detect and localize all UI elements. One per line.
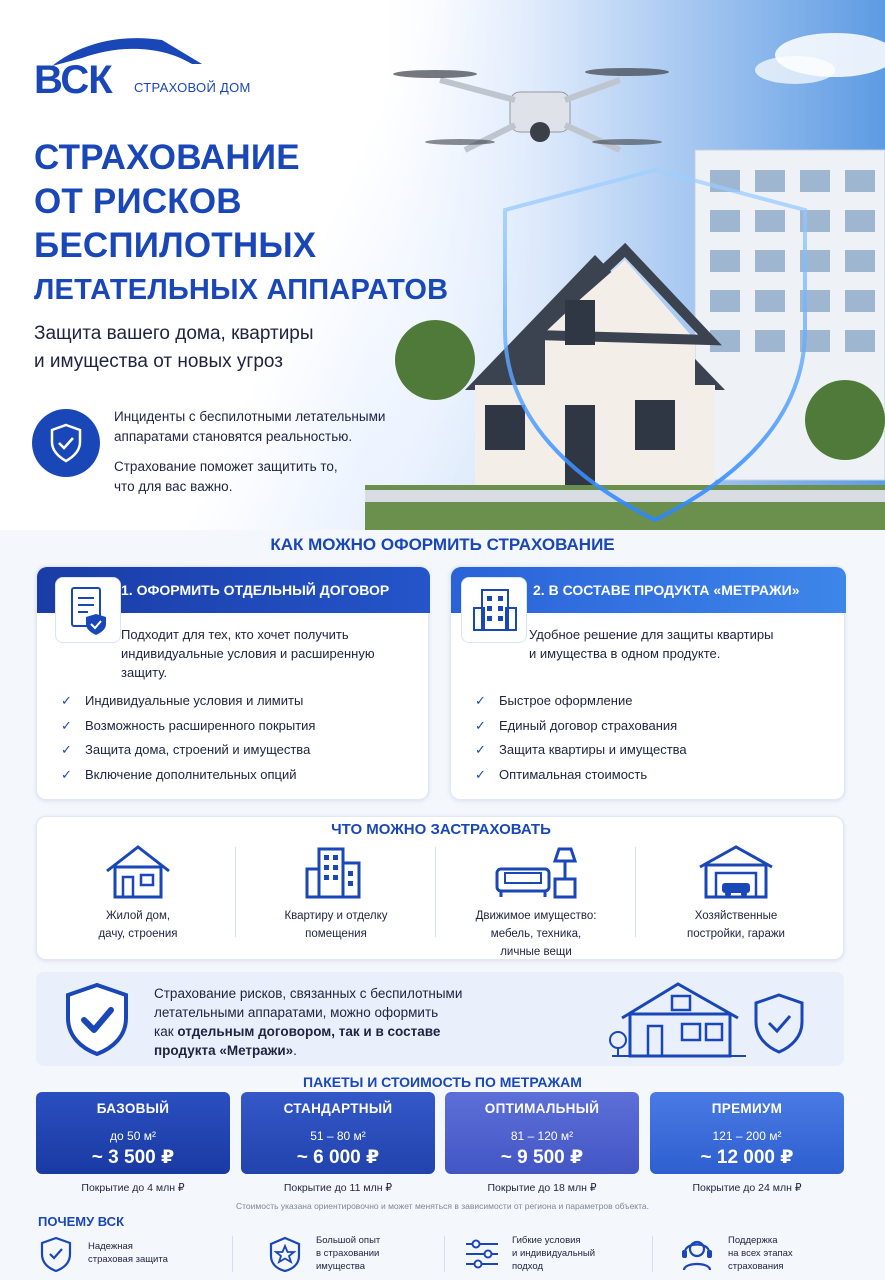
label-line: личные вещи [500,946,572,958]
hero-title-line: БЕСПИЛОТНЫХ [34,226,317,265]
list-item [59,738,419,763]
why-line: страховая защита [88,1254,168,1265]
why-line: Надежная [88,1241,133,1252]
desc-line: Удобное решение для защиты квартиры [529,627,774,642]
insurable-objects-panel [36,816,844,960]
why-line: и индивидуальный [512,1248,596,1259]
note-line: аппаратами становятся реальностью. [114,429,353,444]
desc-line: и имущества в одном продукте. [529,646,721,661]
headset-icon [680,1236,714,1272]
package-name: ОПТИМАЛЬНЫЙ [484,1101,600,1116]
package-optimal[interactable] [445,1092,639,1174]
hero-section [0,0,885,530]
card-checklist [473,689,833,787]
info-banner [36,972,844,1066]
check-icon: ✓ [61,742,72,757]
banner-text-bold: отдельным договором, так и в составе [177,1024,441,1039]
apartment-building-icon [301,843,371,901]
label-line: Движимое имущество: [475,910,597,922]
insurable-item-garage [637,817,835,947]
package-name: СТАНДАРТНЫЙ [283,1101,393,1116]
package-standard[interactable] [241,1092,435,1174]
package-price: ~ 3 500 ₽ [91,1147,175,1168]
logo-subtitle: СТРАХОВОЙ ДОМ [134,80,251,95]
package-coverage: Покрытие до 18 млн ₽ [487,1182,597,1194]
how-section-title: КАК МОЖНО ОФОРМИТЬ СТРАХОВАНИЕ [270,535,615,554]
list-item [59,714,419,739]
divider [232,1236,233,1272]
label-line: дачу, строения [98,928,178,940]
why-line: Поддержка [728,1235,778,1246]
building-icon [461,577,527,643]
label-line: помещения [305,928,367,940]
list-item-text: Единый договор страхования [499,717,678,733]
insurable-item-label [437,907,635,961]
why-item-text [728,1234,848,1273]
why-item-text [316,1234,436,1273]
document-shield-icon [55,577,121,643]
package-price: ~ 6 000 ₽ [296,1147,380,1168]
divider [652,1236,653,1272]
list-item [59,689,419,714]
note-line: что для вас важно. [114,479,233,494]
label-line: постройки, гаражи [687,928,785,940]
label-line: Жилой дом, [105,910,171,922]
star-badge-icon [268,1236,302,1272]
divider [444,1236,445,1272]
what-section-title: ЧТО МОЖНО ЗАСТРАХОВАТЬ [331,821,551,838]
insurable-item-label [39,907,237,943]
card-description [529,625,829,663]
label-line: Хозяйственные [694,910,778,922]
list-item [473,763,833,788]
why-item-text [512,1234,632,1273]
shield-check-outline-icon [752,992,806,1054]
garage-icon [696,843,776,901]
check-icon: ✓ [61,693,72,708]
hero-title [34,136,514,312]
card-description [121,625,421,682]
package-price: ~ 9 500 ₽ [500,1147,584,1168]
list-item-text: Индивидуальные условия и лимиты [85,693,304,708]
check-icon: ✓ [61,717,72,733]
option-card-separate [36,566,429,800]
list-item [473,689,833,714]
brand-logo [34,30,294,100]
list-item [473,714,833,739]
logo-text: ВСК [34,58,112,102]
package-name: БАЗОВЫЙ [96,1101,170,1116]
shield-check-icon [64,982,130,1056]
banner-line [154,1041,584,1060]
why-line: имущества [316,1261,366,1272]
banner-line: Страхование рисков, связанных с беспилотными [154,986,463,1001]
insurable-item-label [237,907,435,943]
package-area: 51 – 80 м² [310,1129,366,1143]
insurable-item-movables [437,817,635,958]
package-area: до 50 м² [110,1129,156,1143]
hero-subtitle-line: Защита вашего дома, квартиры [34,323,314,344]
package-area: 121 – 200 м² [712,1129,782,1143]
package-area: 81 – 120 м² [510,1129,574,1143]
package-price: ~ 12 000 ₽ [700,1147,794,1168]
banner-line [154,1022,584,1041]
hero-note-text-2 [114,457,434,497]
packages-section-title: ПАКЕТЫ И СТОИМОСТЬ ПО МЕТРАЖАМ [303,1074,582,1090]
hero-title-line: ОТ РИСКОВ [34,182,242,221]
banner-text-bold: продукта «Метражи» [154,1043,294,1058]
list-item-text: Защита квартиры и имущества [499,742,687,757]
hero-title-line: СТРАХОВАНИЕ [34,138,300,177]
desc-line: защиту. [121,665,168,680]
hero-note-text-1 [114,407,434,447]
package-coverage: Покрытие до 24 млн ₽ [692,1182,802,1194]
package-coverage: Покрытие до 11 млн ₽ [283,1182,393,1194]
list-item-text: Включение дополнительных опций [85,766,297,782]
hero-note [32,405,432,505]
divider [235,847,236,937]
house-icon [103,843,173,901]
house-outline-icon [608,978,748,1060]
package-coverage: Покрытие до 4 млн ₽ [81,1182,185,1194]
list-item-text: Быстрое оформление [499,693,633,708]
check-icon: ✓ [475,717,486,733]
note-line: Инциденты с беспилотными летательными [114,409,386,424]
check-icon: ✓ [475,742,486,757]
insurable-item-apartment [237,817,435,947]
list-item-text: Оптимальная стоимость [499,766,648,782]
hero-subtitle [34,320,414,376]
check-icon: ✓ [475,693,486,708]
check-icon: ✓ [61,766,72,782]
hero-title-line: ЛЕТАТЕЛЬНЫХ АППАРАТОВ [34,274,449,306]
list-item [473,738,833,763]
list-item-text: Возможность расширенного покрытия [85,717,316,733]
why-line: страхования [728,1261,784,1272]
insurable-item-label [637,907,835,943]
why-line: подход [512,1261,544,1272]
banner-text-normal: как [154,1024,178,1039]
insurable-item-house [39,817,237,947]
banner-text [154,984,584,1060]
why-line: Большой опыт [316,1235,381,1246]
list-item-text: Защита дома, строений и имущества [85,742,311,757]
divider [435,847,436,937]
check-icon: ✓ [475,766,486,782]
package-name: ПРЕМИУМ [711,1101,783,1116]
list-item [59,763,419,788]
label-line: мебель, техника, [490,928,582,940]
shield-icon [40,1236,72,1272]
sofa-lamp-icon [491,843,581,901]
package-basic[interactable] [36,1092,230,1174]
sliders-icon [464,1236,500,1272]
banner-text-normal: . [293,1043,297,1058]
card-checklist [59,689,419,787]
why-item-text [88,1240,208,1266]
option-card-metrazhi [450,566,845,800]
why-line: в страховании [316,1248,380,1259]
label-line: Квартиру и отделку [284,910,388,922]
hero-subtitle-line: и имущества от новых угроз [34,351,283,372]
card-heading: 2. В СОСТАВЕ ПРОДУКТА «МЕТРАЖИ» [451,567,846,613]
why-line: на всех этапах [728,1248,793,1259]
banner-line: летательными аппаратами, можно оформить [154,1005,439,1020]
divider [635,847,636,937]
why-line: Гибкие условия [512,1235,581,1246]
desc-line: индивидуальные условия и расширенную [121,646,375,661]
price-disclaimer: Стоимость указана ориентировочно и может меняться в зависимости от региона и параметров объекта. [235,1201,650,1211]
why-section-title: ПОЧЕМУ ВСК [38,1214,125,1229]
note-line: Страхование поможет защитить то, [114,459,338,474]
package-premium[interactable] [650,1092,844,1174]
desc-line: Подходит для тех, кто хочет получить [121,627,349,642]
shield-check-icon [32,409,100,477]
card-heading: 1. ОФОРМИТЬ ОТДЕЛЬНЫЙ ДОГОВОР [37,567,430,613]
